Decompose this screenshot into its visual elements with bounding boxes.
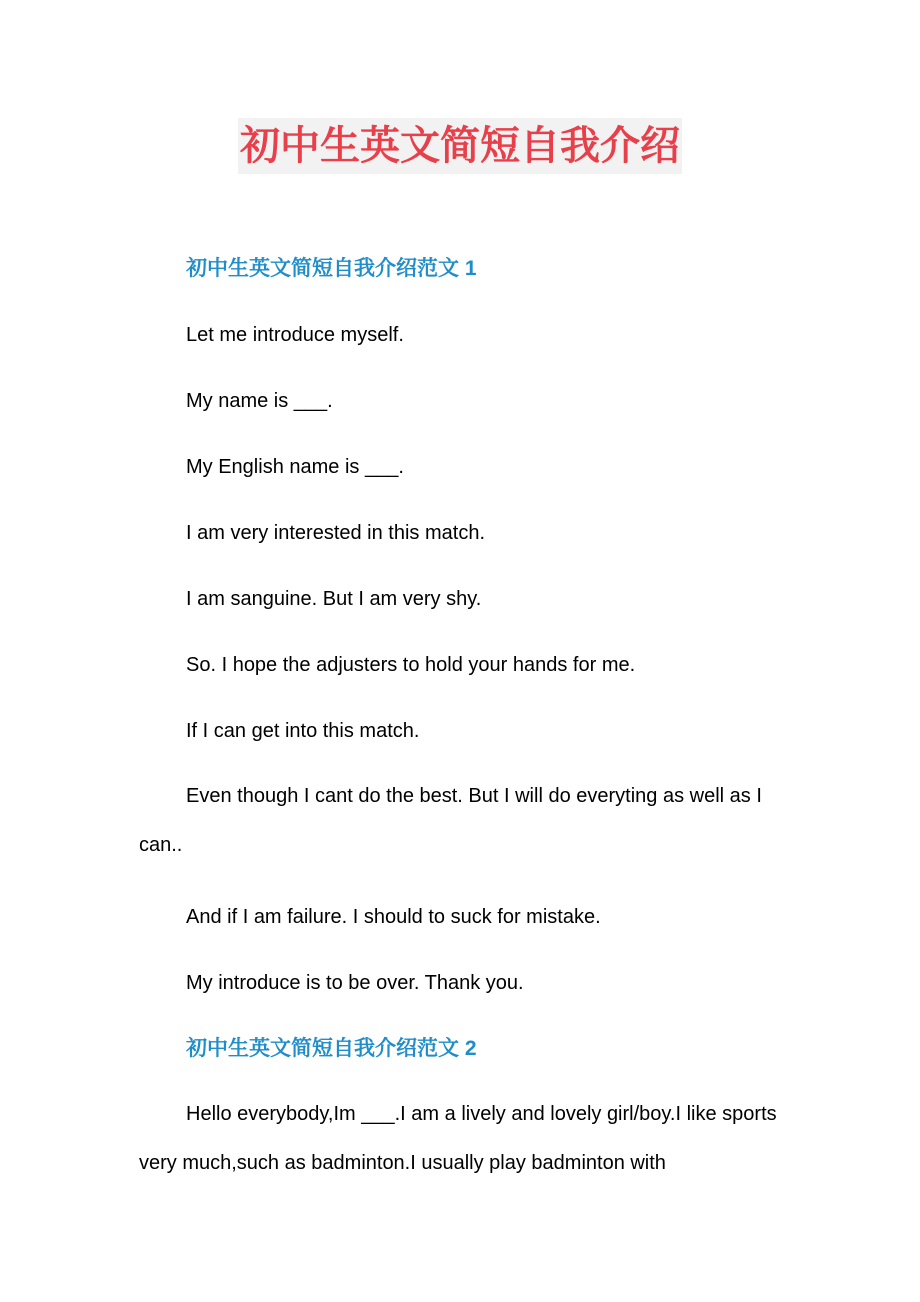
document-body xyxy=(139,250,779,1216)
paragraph: I am sanguine. But I am very shy. xyxy=(186,588,482,610)
paragraph: My English name is ___. xyxy=(186,456,404,478)
paragraph: My name is ___. xyxy=(186,390,333,412)
paragraph: I am very interested in this match. xyxy=(186,522,486,544)
paragraph: My introduce is to be over. Thank you. xyxy=(186,972,524,994)
paragraph: Let me introduce myself. xyxy=(186,324,404,346)
section-heading-2: 初中生英文简短自我介绍范文 2 xyxy=(186,1037,477,1060)
document-title: 初中生英文简短自我介绍 xyxy=(238,118,682,174)
paragraph: So. I hope the adjusters to hold your hands for me. xyxy=(186,654,636,676)
paragraph: And if I am failure. I should to suck for mistake. xyxy=(186,906,601,928)
title-container xyxy=(0,118,920,174)
paragraph: Hello everybody,Im ___.I am a lively and lovely girl/boy.I like sports very much,such as badminton.I usually play badminton with xyxy=(139,1103,777,1174)
section-heading-1: 初中生英文简短自我介绍范文 1 xyxy=(186,257,477,280)
paragraph: Even though I cant do the best. But I will do everyting as well as I can.. xyxy=(139,785,762,856)
paragraph: If I can get into this match. xyxy=(186,720,420,742)
